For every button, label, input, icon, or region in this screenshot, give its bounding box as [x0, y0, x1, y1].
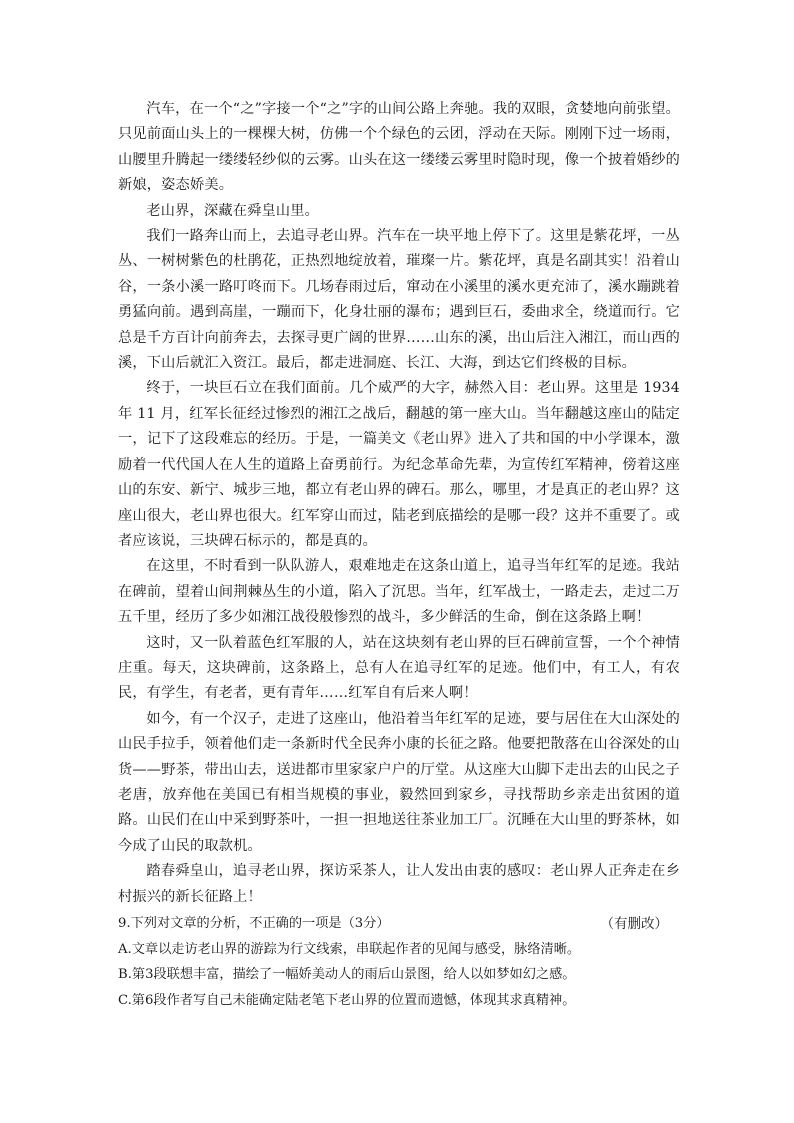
- article-paragraph-8: 踏春舜皇山，追寻老山界，探访采茶人，让人发出由衷的感叹：老山界人正奔走在乡村振兴的新长征路上！: [118, 863, 680, 905]
- article: [118, 97, 680, 937]
- option-b: B.第3段联想丰富，描绘了一幅娇美动人的雨后山景图，给人以如梦如幻之感。: [118, 967, 576, 983]
- source-note: （有删改）: [600, 916, 668, 932]
- article-paragraph-7: 如今，有一个汉子，走进了这座山，他沿着当年红军的足迹，要与居住在大山深处的山民手拉手，领着他们走一条新时代全民奔小康的长征之路。他要把散落在山谷深处的山货——野茶，带出山去，送进都市里家家户户的厅堂。从这座大山脚下走出去的山民之子老唐，放弃他在美国已有相当规模的事业，毅然回到家乡，寻找帮助乡亲走出贫困的道路。山民们在山中采到野茶叶，一担一担地送往茶业加工厂。沉睡在大山里的野茶林，如今成了山民的取款机。: [118, 710, 680, 854]
- article-paragraph-2: 老山界，深藏在舜皇山里。: [146, 202, 320, 219]
- option-c: C.第6段作者写自己未能确定陆老笔下老山界的位置而遗憾，体现其求真精神。: [118, 992, 576, 1008]
- question-block: [118, 911, 718, 1013]
- article-paragraph-4: 终于，一块巨石立在我们面前。几个威严的大字，赫然入目：老山界。这里是 1934 年 11 月，红军长征经过惨烈的湘江之战后，翻越的第一座大山。当年翻越这座山的陆定一，记下了这段难忘的经历。于是，一篇美文《老山界》进入了共和国的中小学课本，激励着一代代国人在人生的道路上奋勇前行。为纪念革命先辈，为宣传红军精神，傍着这座山的东安、新宁、城步三地，都立有老山界的碑石。那么，哪里，才是真正的老山界？这座山很大，老山界也很大。红军穿山而过，陆老到底描绘的是哪一段？这并不重要了。或者应该说，三块碑石标示的，都是真的。: [118, 380, 680, 549]
- article-paragraph-5: 在这里，不时看到一队队游人，艰难地走在这条山道上，追寻当年红军的足迹。我站在碑前，望着山间荆棘丛生的小道，陷入了沉思。当年，红军战士，一路走去，走过二万五千里，经历了多少如湘江战役般惨烈的战斗，多少鲜活的生命，倒在这条路上啊！: [118, 558, 680, 626]
- article-paragraph-3: 我们一路奔山而上，去追寻老山界。汽车在一块平地上停下了。这里是紫花坪，一丛丛、一树树紫色的杜鹃花，正热烈地绽放着，璀璨一片。紫花坪，真是名副其实！沿着山谷，一条小溪一路叮咚而下。几场春雨过后，窜动在小溪里的溪水更充沛了，溪水蹦跳着勇猛向前。遇到高崖，一蹦而下，化身壮丽的瀑布；遇到巨石，委曲求全，绕道而行。它总是千方百计向前奔去，去探寻更广阔的世界……山东的溪，出山后注入湘江，而山西的溪，下山后就汇入资江。最后，都走进洞庭、长江、大海，到达它们终极的目标。: [118, 228, 680, 372]
- option-a: A.文章以走访老山界的游踪为行文线索，串联起作者的见闻与感受，脉络清晰。: [118, 941, 581, 957]
- question-stem: 9.下列对文章的分析，不正确的一项是（3分）: [118, 916, 390, 931]
- article-paragraph-1: 汽车，在一个“之”字接一个“之”字的山间公路上奔驰。我的双眼，贪婪地向前张望。只见前面山头上的一棵棵大树，仿佛一个个绿色的云团，浮动在天际。刚刚下过一场雨，山腰里升腾起一缕缕轻纱似的云雾。山头在这一缕缕云雾里时隐时现，像一个披着婚纱的新娘，姿态娇美。: [118, 101, 680, 194]
- article-paragraph-6: 这时，又一队着蓝色红军服的人，站在这块刻有老山界的巨石碑前宣誓，一个个神情庄重。每天，这块碑前，这条路上，总有人在追寻红军的足迹。他们中，有工人，有农民，有学生，有老者，更有青年……红军自有后来人啊！: [118, 634, 680, 702]
